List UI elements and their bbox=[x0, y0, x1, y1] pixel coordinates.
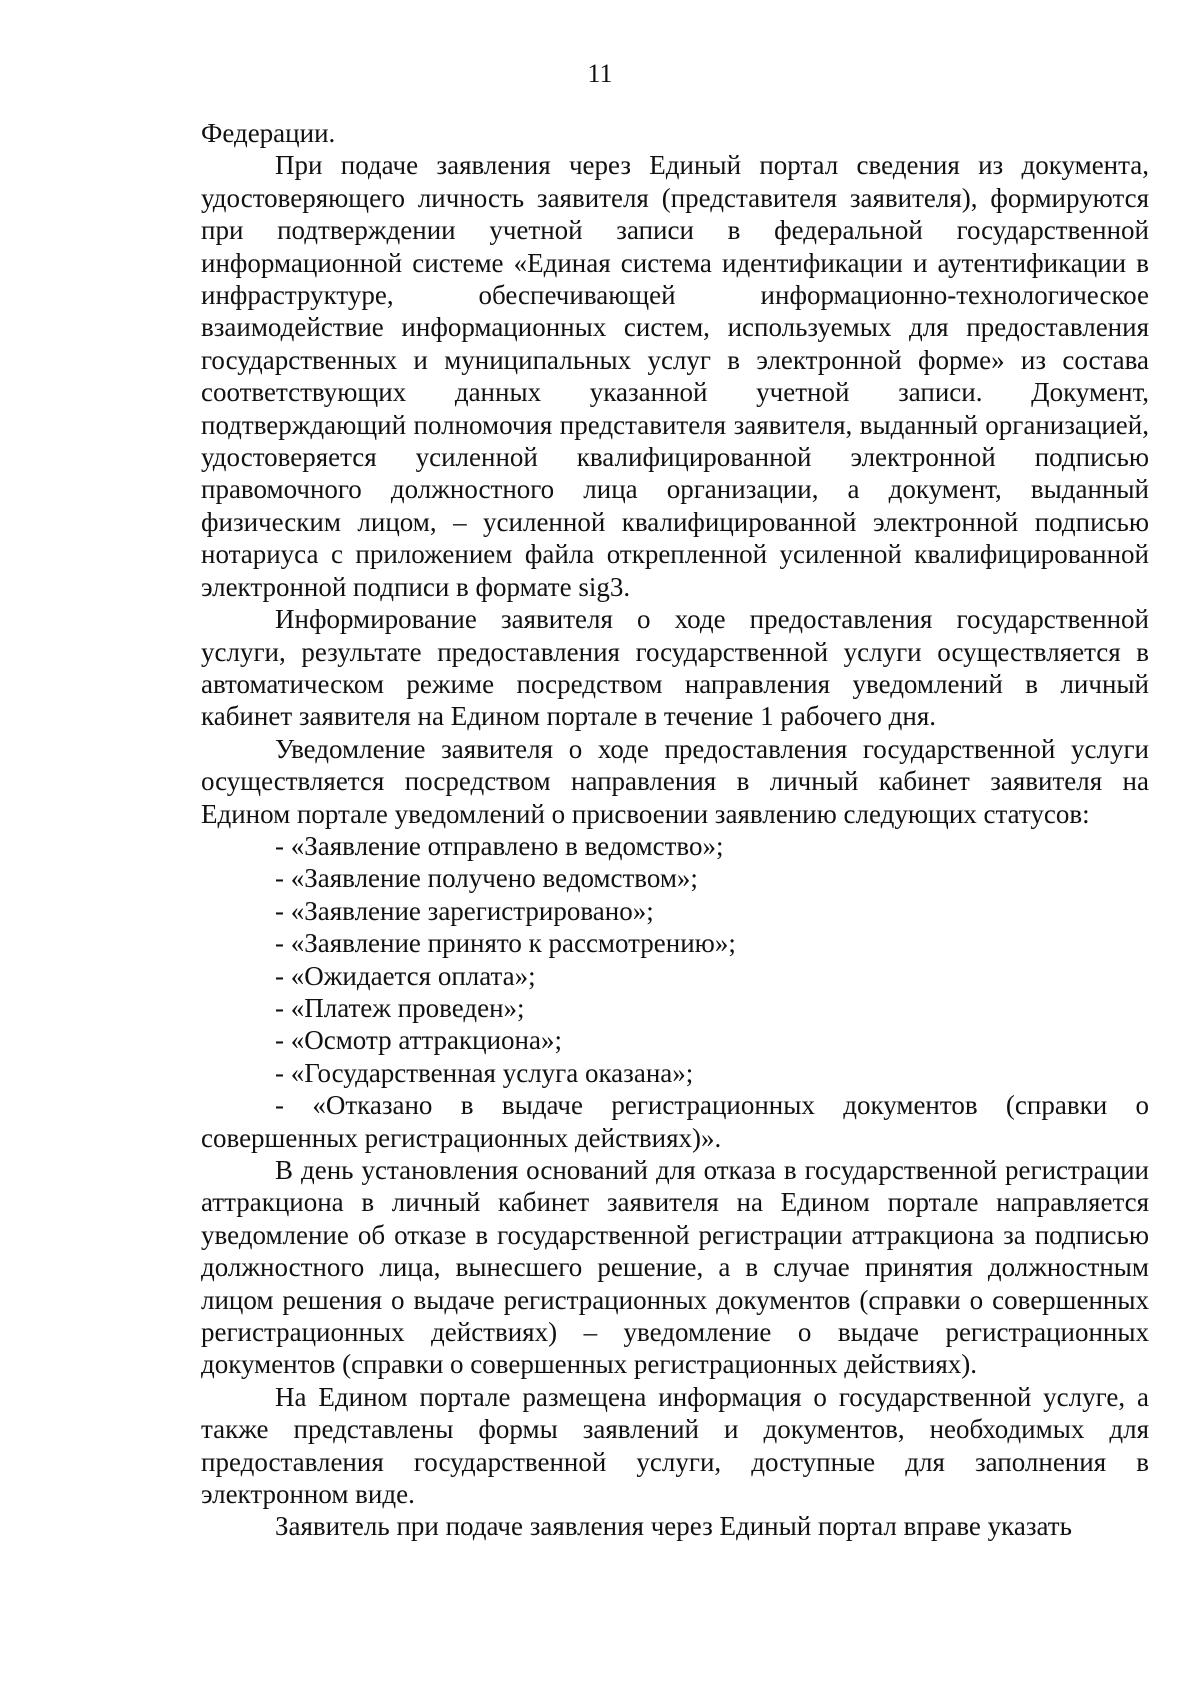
paragraph-notification-statuses: Уведомление заявителя о ходе предоставления государственной услуги осуществляется посредством направления в личный кабинет заявителя на Едином портале уведомлений о присвоении заявлению следующих статусов: bbox=[201, 733, 1149, 829]
paragraph-applicant-right: Заявитель при подаче заявления через Единый портал вправе указать bbox=[275, 1511, 1072, 1542]
paragraph-portal-identity: При подаче заявления через Единый портал сведения из документа, удостоверяющего личность заявителя (представителя заявителя), формируются при подтверждении учетной записи в федеральной государственной информационной системе «Единая система идентификации и аутентификации в инфраструктуре, обеспечивающей информационно-технологическое взаимодействие информационных систем, используемых для предоставления государственных и муниципальных услуг в электронной форме» из состава соответствующих данных указанной учетной записи. Документ, подтверждающий полномочия представителя заявителя, выданный организацией, удостоверяется усиленной квалифицированной электронной подписью правомочного должностного лица организации, а документ, выданный физическим лицом, – усиленной квалифицированной электронной подписью нотариуса с приложением файла открепленной усиленной квалифицированной электронной подписи в формате sig3. bbox=[201, 150, 1149, 602]
paragraph-informing: Информирование заявителя о ходе предоставления государственной услуги, результате предоставления государственной услуги осуществляется в автоматическом режиме посредством направления уведомлений в личный кабинет заявителя на Едином портале в течение 1 рабочего дня. bbox=[201, 604, 1149, 732]
list-item: - «Государственная услуга оказана»; bbox=[275, 1057, 694, 1088]
list-item: - «Заявление отправлено в ведомство»; bbox=[275, 830, 724, 861]
list-item: - «Заявление зарегистрировано»; bbox=[275, 895, 654, 926]
paragraph-continuation: Федерации. bbox=[201, 118, 336, 148]
list-item: - «Платеж проведен»; bbox=[275, 992, 525, 1023]
paragraph-refusal: В день установления оснований для отказа в государственной регистрации аттракциона в личный кабинет заявителя на Едином портале направляется уведомление об отказе в государственной регистрации аттракциона за подписью должностного лица, вынесшего решение, а в случае принятия должностным лицом решения о выдаче регистрационных документов (справки о совершенных регистрационных действиях) – уведомление о выдаче регистрационных документов (справки о совершенных регистрационных действиях). bbox=[201, 1155, 1149, 1380]
list-item: - «Заявление получено ведомством»; bbox=[275, 863, 698, 894]
page-number: 11 bbox=[587, 59, 613, 88]
list-item: - «Осмотр аттракциона»; bbox=[275, 1025, 562, 1056]
document-body bbox=[201, 117, 1149, 1543]
list-item: - «Заявление принято к рассмотрению»; bbox=[275, 928, 736, 959]
paragraph-portal-info: На Едином портале размещена информация о государственной услуге, а также представлены формы заявлений и документов, необходимых для предоставления государственной услуги, доступные для заполнения в электронном виде. bbox=[201, 1381, 1149, 1510]
status-list bbox=[201, 830, 1149, 1154]
list-item: - «Отказано в выдаче регистрационных документов (справки о совершенных регистрационных действиях)». bbox=[201, 1090, 1149, 1153]
list-item: - «Ожидается оплата»; bbox=[275, 960, 536, 991]
